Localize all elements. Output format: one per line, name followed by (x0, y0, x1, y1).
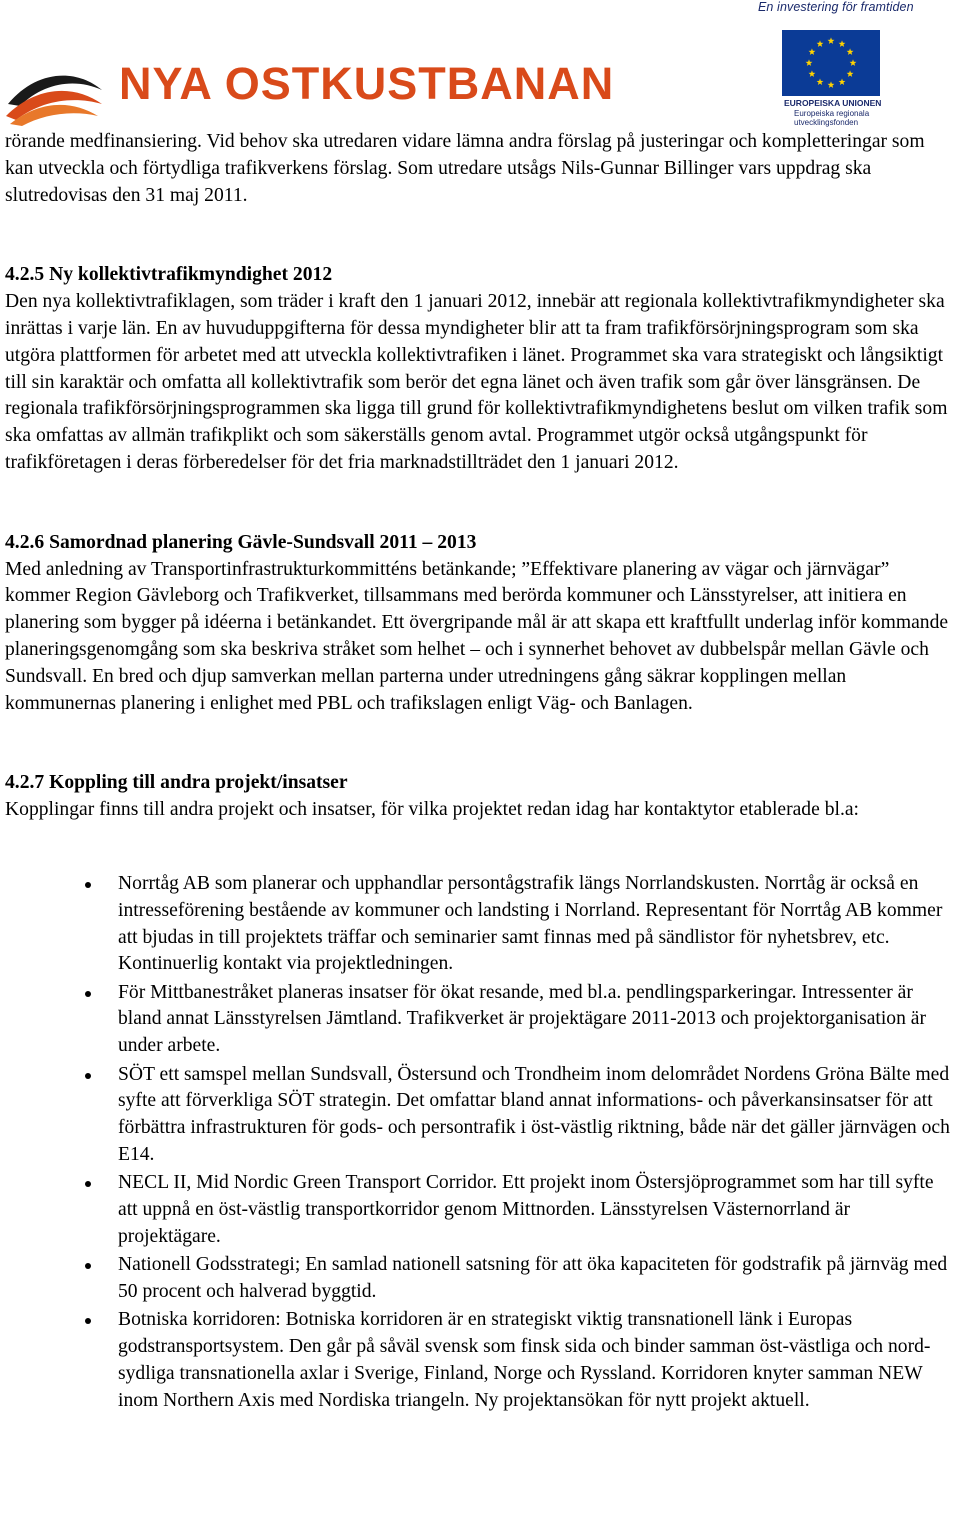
bullet-icon (85, 1263, 91, 1269)
intro-paragraph: rörande medfinansiering. Vid behov ska utredaren vidare lämna andra förslag på justeringar och kompletteringar som kan utveckla och förtydliga trafikverkens förslag. Som utredare utsågs Nils-Gunnar Billinger vars uppdrag ska slutredovisas den 31 maj 2011. (5, 131, 925, 206)
eu-star-icon (847, 48, 854, 55)
list-item-text: SÖT ett samspel mellan Sundsvall, Östersund och Trondheim inom delområdet Nordens Gröna Bälte med syfte att förverkliga SÖT strategin. Det omfattar bland annat informations- och påverkansinsatser för att förbättra infrastrukturen för gods- och persontrafik i öst-västlig riktning, både när det gäller järnvägen och E14. (118, 1063, 950, 1165)
eu-star-icon (817, 78, 824, 85)
bullet-icon (85, 1181, 91, 1187)
eu-name: EUROPEISKA UNIONEN (784, 98, 882, 108)
eu-star-icon (817, 40, 824, 47)
eu-stars-icon (782, 30, 880, 96)
eu-star-icon (828, 37, 835, 44)
eu-logo (782, 30, 882, 126)
bullet-icon (85, 882, 91, 888)
eu-fund-line1: Europeiska regionala (794, 109, 870, 118)
section-heading-427: 4.2.7 Koppling till andra projekt/insatser (5, 772, 348, 794)
section-body-427: Kopplingar finns till andra projekt och insatser, för vilka projektet redan idag har kontaktytor etablerade bl.a: (5, 799, 859, 821)
document-body (5, 129, 957, 1416)
eu-tagline: En investering för framtiden (758, 0, 914, 14)
list-item (5, 871, 957, 978)
eu-star-icon (809, 70, 816, 77)
eu-star-icon (850, 59, 857, 66)
list-item (5, 1170, 957, 1250)
list-item-text: För Mittbanestråket planeras insatser för ökat resande, med bl.a. pendlingsparkeringar. Intressenter är bland annat Länsstyrelsen Jämtland. Trafikverket är projektägare 2011-2013 och projektorganisation är under arbete. (118, 981, 927, 1057)
eu-flag (782, 30, 880, 96)
bullet-icon (85, 1073, 91, 1079)
section-body-426: Med anledning av Transportinfrastrukturkommitténs betänkande; ”Effektivare planering av vägar och järnvägar” kommer Region Gävleborg och Trafikverket, tillsammans med berörda kommuner och Länsstyrelser, att initiera en planering som bygger på idéerna i betänkandet. Ett övergripande mål är att skapa ett kraftfullt underlag inför kommande planeringsgenomgång som ska beskriva stråket som helhet – och i synnerhet behovet av dubbelspår mellan Gävle och Sundsvall. En bred och djup samverkan mellan parterna under utredningens gång säkrar kopplingen mellan kommunernas planering i enlighet med PBL och trafikslagen enligt Väg- och Banlagen. (5, 558, 949, 714)
nya-ostkustbanan-logo (6, 56, 615, 126)
eu-star-icon (839, 40, 846, 47)
bullet-icon (85, 991, 91, 997)
eu-star-icon (806, 59, 813, 66)
list-item (5, 1062, 957, 1169)
list-item-text: Botniska korridoren: Botniska korridoren är en strategiskt viktig transnationell länk i Europas godstransportsystem. Den går på såväl svensk som finsk sida och binder samman öst-västliga och nord-sydliga transnationella axlar i Sverige, Finland, Norge och Ryssland. Korridoren knyter samman NEW inom Northern Axis med Nordiska triangeln. Ny projektansökan för nytt projekt aktuell. (118, 1309, 931, 1411)
list-item-text: NECL II, Mid Nordic Green Transport Corridor. Ett projekt inom Östersjöprogrammet som har till syfte att uppnå en öst-västlig transportkorridor genom Mittnorden. Länsstyrelsen Västernorrland är projektägare. (118, 1172, 934, 1247)
section-heading-425: 4.2.5 Ny kollektivtrafikmyndighet 2012 (5, 264, 333, 286)
list-item-text: Nationell Godsstrategi; En samlad nationell satsning för att öka kapaciteten för godstrafik på järnväg med 50 procent och halverad byggtid. (118, 1254, 948, 1302)
bullet-icon (85, 1318, 91, 1324)
section-body-425: Den nya kollektivtrafiklagen, som träder i kraft den 1 januari 2012, innebär att regionala kollektivtrafikmyndigheter ska inrättas i varje län. En av huvuduppgifterna för dessa myndigheter blir att ta fram trafikförsörjningsprogram som ska utgöra plattformen för arbetet med att utveckla kollektivtrafiken i länet. Programmet ska vara strategiskt och långsiktigt till sin karaktär och omfatta all kollektivtrafik som berör det egna länet och även trafik som går över länsgränsen. De regionala trafikförsörjningsprogrammen ska ligga till grund för kollektivtrafikmyndighetens beslut om vilken trafik som ska omfattas av allmän trafikplikt och som säkerställs genom avtal. Programmet utgör också utgångspunkt för trafikföretagen i deras förberedelser för det fria marknadstillträdet den 1 januari 2012. (5, 291, 948, 473)
eu-star-icon (809, 48, 816, 55)
list-item (5, 1307, 957, 1414)
section-heading-426: 4.2.6 Samordnad planering Gävle-Sundsvall 2011 – 2013 (5, 531, 477, 553)
train-swoosh-icon (6, 60, 106, 126)
list-item (5, 980, 957, 1060)
list-item (5, 1252, 957, 1306)
eu-star-icon (839, 78, 846, 85)
list-item-text: Norrtåg AB som planerar och upphandlar persontågstrafik längs Norrlandskusten. Norrtåg är också en intresseförening bestående av kommuner och landsting i Norrland. Representant för Norrtåg AB kommer att bjudas in till projektets träffar och seminarier samt finnas med på sändlistor för nyhetsbrev, etc. Kontinuerlig kontakt via projektledningen. (118, 872, 943, 975)
logo-text: NYA OSTKUSTBANAN (119, 58, 615, 109)
eu-star-icon (828, 81, 835, 88)
eu-star-icon (847, 70, 854, 77)
project-list (5, 871, 957, 1414)
eu-fund-line2: utvecklingsfonden (794, 118, 859, 127)
